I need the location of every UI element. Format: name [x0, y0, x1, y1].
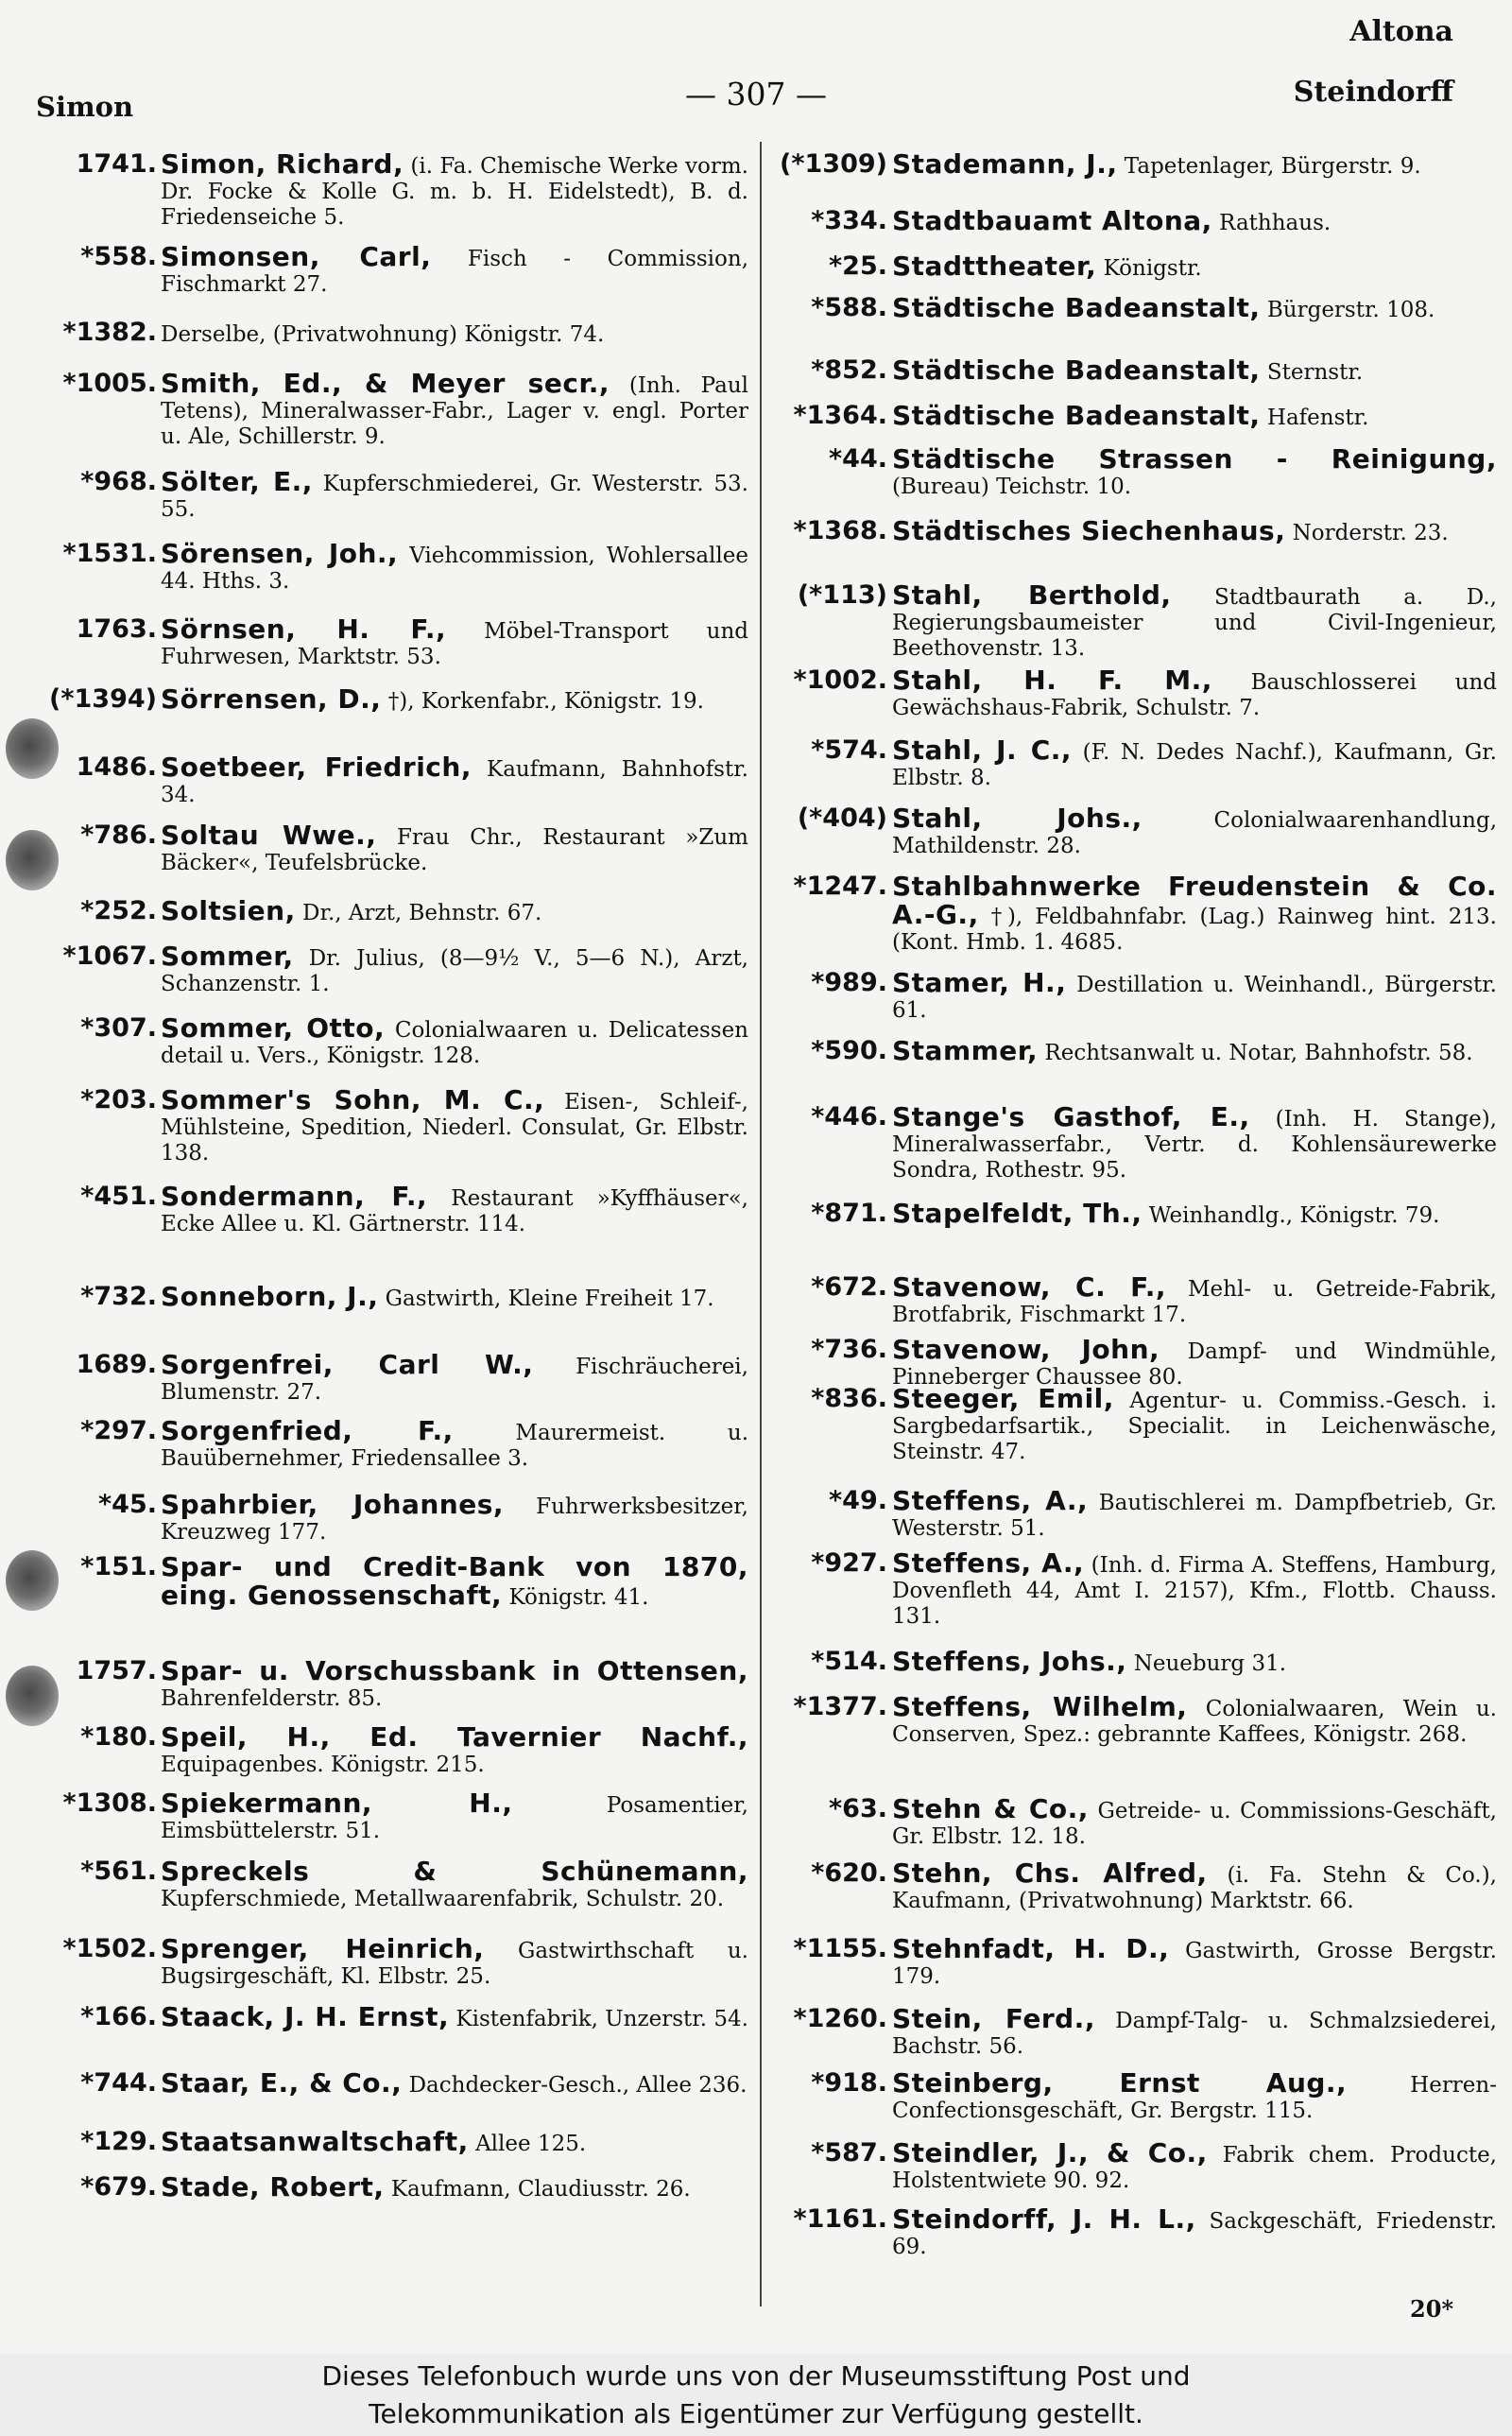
entry-text	[892, 805, 1497, 859]
phone-number: 1763.	[76, 614, 157, 644]
directory-entry	[764, 1383, 1510, 1464]
phone-number: *574.	[811, 735, 887, 765]
entry-name: Steffens, Wilhelm,	[892, 1691, 1188, 1722]
directory-entry	[764, 1794, 1510, 1864]
entry-text	[161, 754, 748, 808]
entry-text	[892, 1271, 1497, 1328]
entry-details: Bahrenfelderstr. 85.	[161, 1686, 383, 1711]
phone-number: *1161.	[793, 2204, 887, 2234]
entry-text	[892, 579, 1497, 662]
phone-number: *918.	[811, 2068, 887, 2098]
entry-details: †), Feldbahnfabr. (Lag.) Rainweg hint. 213. (Kont. Hmb. 1. 4685.	[892, 905, 1497, 955]
entry-details: Bautischlerei m. Dampfbetrieb, Gr. Westerstr. 51.	[892, 1491, 1497, 1541]
entry-name: Städtische Badeanstalt,	[892, 354, 1261, 386]
entry-details: (Inh. d. Firma A. Steffens, Hamburg, Dovenfleth 44, Amt I. 2157), Kfm., Flottb. Chauss. 131.	[892, 1553, 1497, 1629]
entry-name: Sörrensen, D.,	[161, 683, 382, 715]
entry-details: Posamentier, Eimsbüttelerstr. 51.	[161, 1793, 748, 1843]
entry-name: Stade, Robert,	[161, 2171, 385, 2203]
phone-number: *49.	[829, 1486, 887, 1515]
entry-text	[892, 2003, 1497, 2060]
entry-details: Gastwirthschaft u. Bugsirgeschäft, Kl. Elbstr. 25.	[161, 1939, 748, 1989]
entry-name: Steffens, A.,	[892, 1485, 1089, 1516]
entry-name: Stehnfadt, H. D.,	[892, 1933, 1170, 1964]
entry-text	[161, 1183, 748, 1237]
entry-details: Colonialwaaren u. Delicatessen detail u. Vers., Königstr. 128.	[161, 1018, 748, 1068]
entry-details: Fabrik chem. Producte, Holstentwiete 90. 92.	[892, 2143, 1497, 2193]
entry-name: Soltsien,	[161, 895, 296, 926]
directory-entry	[0, 752, 756, 822]
entry-details: Dampf- und Windmühle, Pinneberger Chaussee 80.	[892, 1339, 1497, 1390]
entry-details: Eisen-, Schleif-, Mühlsteine, Spedition, Niederl. Consulat, Gr. Elbstr. 138.	[161, 1090, 748, 1166]
entry-text	[892, 292, 1497, 323]
entry-name: Sondermann, F.,	[161, 1181, 428, 1212]
punch-hole	[6, 718, 59, 779]
entry-name: Stamer, H.,	[892, 967, 1067, 998]
phone-number: *836.	[811, 1384, 887, 1413]
entry-details: Königstr.	[1096, 256, 1202, 281]
entry-details: Fisch - Commission, Fischmarkt 27.	[161, 247, 748, 297]
phone-number: *679.	[80, 2172, 157, 2202]
entry-details: Frau Chr., Restaurant »Zum Bäcker«, Teufelsbrücke.	[161, 825, 748, 875]
directory-entry	[764, 665, 1510, 735]
directory-entry	[764, 2068, 1510, 2138]
entry-text	[161, 2067, 748, 2099]
entry-name: Soetbeer, Friedrich,	[161, 752, 472, 783]
phone-number: (*1394)	[49, 684, 157, 714]
entry-text	[892, 667, 1497, 721]
entry-text	[161, 822, 748, 876]
entry-details: Restaurant »Kyffhäuser«, Ecke Allee u. Kl. Gärtnerstr. 114.	[161, 1186, 748, 1236]
phone-number: *307.	[80, 1013, 157, 1043]
directory-entry	[764, 1547, 1510, 1629]
entry-text	[161, 1551, 748, 1611]
directory-entry	[764, 871, 1510, 955]
phone-number: 1486.	[76, 752, 157, 782]
entry-name: Städtische Badeanstalt,	[892, 400, 1261, 431]
directory-entry	[0, 1934, 756, 2004]
phone-number: *1308.	[62, 1788, 157, 1818]
entry-text	[892, 515, 1497, 546]
punch-hole	[6, 830, 59, 890]
entry-name: Stahl, Johs.,	[892, 803, 1143, 834]
directory-entry	[764, 968, 1510, 1038]
directory-entry	[764, 1692, 1510, 1762]
directory-entry	[0, 1182, 756, 1252]
entry-name: Steindler, J., & Co.,	[892, 2137, 1208, 2168]
phone-number: *1377.	[793, 1692, 887, 1721]
entry-details: Getreide- u. Commissions-Geschäft, Gr. Elbstr. 12. 18.	[892, 1799, 1497, 1849]
directory-entry	[764, 2004, 1510, 2074]
entry-details: Königstr. 41.	[502, 1585, 649, 1610]
directory-entry	[0, 684, 756, 754]
entry-text	[892, 734, 1497, 791]
phone-number: *672.	[811, 1272, 887, 1302]
entry-text	[892, 2203, 1497, 2260]
entry-details: Mehl- u. Getreide-Fabrik, Brotfabrik, Fischmarkt 17.	[892, 1277, 1497, 1327]
entry-text	[161, 148, 748, 231]
entry-details: Agentur- u. Commiss.-Gesch. i. Sargbedarfsartik., Specialit. in Leichenwäsche, Steinstr. 47.	[892, 1389, 1497, 1464]
entry-name: Stammer,	[892, 1035, 1039, 1066]
phone-number: *968.	[80, 467, 157, 496]
phone-number: *151.	[80, 1552, 157, 1581]
entry-details: Gastwirth, Kleine Freiheit 17.	[378, 1287, 714, 1311]
footer-line-1: Dieses Telefonbuch wurde uns von der Museumsstiftung Post und	[321, 2360, 1191, 2392]
signature-number: 20*	[1410, 2295, 1453, 2323]
entry-name: Steinberg, Ernst Aug.,	[892, 2067, 1348, 2099]
phone-number: *45.	[98, 1490, 157, 1519]
entry-details: Stadtbaurath a. D., Regierungsbaumeister und Civil-Ingenieur, Beethovenstr. 13.	[892, 585, 1497, 661]
entry-details: Allee 125.	[468, 2132, 587, 2156]
entry-name: Stavenow, John,	[892, 1334, 1160, 1365]
entry-text	[161, 368, 748, 450]
entry-text	[892, 1933, 1497, 1990]
directory-entry	[0, 1416, 756, 1486]
entry-name: Sörnsen, H. F.,	[161, 613, 447, 645]
phone-number: *297.	[80, 1416, 157, 1445]
directory-entry	[0, 1788, 756, 1858]
entry-details: Kistenfabrik, Unzerstr. 54.	[449, 2007, 748, 2031]
entry-text	[892, 2137, 1497, 2194]
entry-details: Rechtsanwalt u. Notar, Bahnhofstr. 58.	[1038, 1041, 1473, 1065]
entry-name: Spiekermann, H.,	[161, 1788, 513, 1819]
entry-name: Sörensen, Joh.,	[161, 538, 399, 569]
directory-entry	[0, 368, 756, 449]
entry-details: Fuhrwerksbesitzer, Kreuzweg 177.	[161, 1494, 748, 1545]
phone-number: *1368.	[793, 516, 887, 545]
directory-entry	[764, 2204, 1510, 2274]
entry-text	[161, 1415, 748, 1472]
phone-number: *590.	[811, 1036, 887, 1065]
directory-entry	[0, 1722, 756, 1792]
directory-entry	[0, 1552, 756, 1622]
directory-entry	[764, 1199, 1510, 1269]
directory-entry	[0, 1656, 756, 1726]
phone-number: *1531.	[62, 539, 157, 568]
entry-text	[161, 2001, 748, 2032]
directory-entry	[0, 1013, 756, 1083]
phone-number: *180.	[80, 1722, 157, 1752]
entry-text	[892, 873, 1497, 956]
entry-name: Spahrbier, Johannes,	[161, 1489, 505, 1520]
entry-text	[161, 320, 748, 348]
directory-entry	[764, 444, 1510, 514]
entry-name: Steffens, A.,	[892, 1547, 1085, 1579]
entry-text	[161, 1084, 748, 1166]
entry-text	[161, 538, 748, 595]
entry-text	[161, 466, 748, 523]
entry-name: Sorgenfrei, Carl W.,	[161, 1349, 534, 1380]
directory-entry	[764, 1486, 1510, 1556]
directory-entry	[764, 1272, 1510, 1342]
entry-details: Kupferschmiederei, Gr. Westerstr. 53. 55.	[161, 472, 748, 522]
phone-number: *446.	[811, 1102, 887, 1132]
entry-details: Dr. Julius, (8—9½ V., 5—6 N.), Arzt, Schanzenstr. 1.	[161, 946, 748, 996]
entry-details: Dampf-Talg- u. Schmalzsiederei, Bachstr. 56.	[892, 2009, 1497, 2059]
entry-details: Dr., Arzt, Behnstr. 67.	[295, 901, 542, 925]
entry-text	[161, 1655, 748, 1712]
entry-name: Stademann, J.,	[892, 148, 1118, 180]
entry-details: Bauschlosserei und Gewächshaus-Fabrik, Schulstr. 7.	[892, 670, 1498, 720]
entry-details: Hafenstr.	[1260, 406, 1369, 430]
phone-number: *588.	[811, 293, 887, 322]
entry-details: †), Korkenfabr., Königstr. 19.	[381, 689, 704, 714]
phone-number: *1502.	[62, 1934, 157, 1963]
phone-number: *1005.	[62, 369, 157, 398]
entry-details: Derselbe, (Privatwohnung) Königstr. 74.	[161, 322, 605, 347]
phone-number: 1757.	[76, 1656, 157, 1685]
phone-number: *620.	[811, 1858, 887, 1888]
entry-text	[892, 148, 1497, 180]
entry-name: Städtische Strassen - Reinigung,	[892, 443, 1497, 475]
directory-entry	[0, 2002, 756, 2072]
entry-name: Stapelfeldt, Th.,	[892, 1198, 1143, 1229]
phone-number: 1741.	[76, 149, 157, 179]
directory-entry	[764, 803, 1510, 873]
directory-entry	[764, 735, 1510, 805]
phone-number: (*113)	[797, 580, 887, 610]
entry-text	[892, 443, 1497, 500]
phone-number: *203.	[80, 1085, 157, 1114]
entry-name: Simon, Richard,	[161, 148, 404, 180]
entry-details: Kaufmann, Claudiusstr. 26.	[384, 2177, 691, 2202]
directory-entry	[0, 148, 756, 230]
entry-text	[892, 1198, 1497, 1229]
directory-entry	[764, 293, 1510, 363]
phone-number: *989.	[811, 968, 887, 997]
entry-name: Soltau Wwe.,	[161, 820, 377, 851]
directory-entry	[0, 1490, 756, 1560]
footer-line-2: Telekommunikation als Eigentümer zur Verfügung gestellt.	[369, 2398, 1143, 2429]
entry-text	[161, 895, 748, 926]
entry-name: Spreckels & Schünemann,	[161, 1856, 748, 1887]
entry-name: Städtische Badeanstalt,	[892, 292, 1261, 323]
phone-number: *25.	[829, 251, 887, 281]
directory-entry	[0, 1857, 756, 1926]
phone-number: (*1309)	[780, 149, 887, 179]
entry-text	[892, 1793, 1497, 1850]
directory-entry	[0, 1084, 756, 1166]
entry-name: Stahl, J. C.,	[892, 734, 1073, 766]
phone-number: *1260.	[793, 2004, 887, 2033]
directory-entry	[764, 516, 1510, 586]
phone-number: *1155.	[793, 1934, 887, 1963]
entry-text	[161, 1012, 748, 1069]
entry-details: (F. N. Dedes Nachf.), Kaufmann, Gr. Elbstr. 8.	[892, 740, 1497, 790]
phone-number: *561.	[80, 1857, 157, 1886]
entry-text	[161, 2171, 748, 2203]
phone-number: (*404)	[797, 803, 887, 833]
entry-name: Stein, Ferd.,	[892, 2003, 1095, 2034]
entry-name: Simonsen, Carl,	[161, 241, 432, 272]
entry-text	[892, 205, 1497, 236]
entry-name: Sommer, Otto,	[161, 1012, 386, 1044]
entry-details: Herren-Confectionsgeschäft, Gr. Bergstr. 115.	[892, 2073, 1497, 2123]
entry-text	[892, 1691, 1497, 1748]
entry-details: Viehcommission, Wohlersallee 44. Hths. 3.	[161, 544, 748, 594]
entry-name: Stange's Gasthof, E.,	[892, 1101, 1250, 1132]
entry-text	[892, 253, 1497, 282]
entry-text	[892, 1485, 1497, 1542]
entry-details: (i. Fa. Chemische Werke vorm. Dr. Focke & Kolle G. m. b. H. Eidelstedt), B. d. Friedenseiche 5.	[161, 154, 748, 230]
directory-entry	[764, 1858, 1510, 1928]
punch-hole	[6, 1666, 59, 1726]
entry-details: Tapetenlager, Bürgerstr. 9.	[1117, 154, 1421, 179]
entry-text	[892, 400, 1497, 431]
entry-details: Fischräucherei, Blumenstr. 27.	[161, 1355, 748, 1405]
entry-text	[892, 1101, 1497, 1183]
phone-number: *334.	[811, 206, 887, 235]
directory-entry	[764, 579, 1510, 661]
entry-name: Steeger, Emil,	[892, 1383, 1114, 1414]
footer-notice	[0, 2354, 1512, 2436]
phone-number: *786.	[80, 821, 157, 850]
directory-entry	[764, 1934, 1510, 2004]
entry-name: Spar- und Credit-Bank von 1870, eing. Genossenschaft,	[161, 1551, 748, 1611]
phone-number: *1002.	[793, 665, 887, 695]
entry-details: Weinhandlg., Königstr. 79.	[1142, 1203, 1440, 1228]
entry-name: Stahl, H. F. M.,	[892, 665, 1212, 696]
phone-number: *587.	[811, 2138, 887, 2168]
directory-entry	[0, 2172, 756, 2242]
phone-number: *852.	[811, 355, 887, 385]
entry-details: Bürgerstr. 108.	[1260, 298, 1435, 322]
phone-number: *744.	[80, 2068, 157, 2098]
entry-details: (i. Fa. Stehn & Co.), Kaufmann, (Privatwohnung) Marktstr. 66.	[892, 1863, 1497, 1913]
entry-text	[161, 613, 748, 670]
entry-details: Destillation u. Weinhandl., Bürgerstr. 61.	[892, 973, 1497, 1023]
phone-number: *44.	[829, 444, 887, 474]
phone-number: *129.	[80, 2127, 157, 2156]
directory-entry	[764, 1036, 1510, 1106]
entry-name: Sommer's Sohn, M. C.,	[161, 1084, 545, 1115]
phone-number: *63.	[829, 1794, 887, 1823]
entry-text	[161, 1281, 748, 1312]
entry-name: Sommer,	[161, 941, 294, 972]
entry-text	[161, 1858, 748, 1912]
directory-entry	[0, 467, 756, 537]
directory-entry	[0, 1350, 756, 1420]
entry-name: Staack, J. H. Ernst,	[161, 2001, 450, 2032]
entry-text	[892, 2067, 1497, 2124]
header-left-name: Simon	[36, 91, 134, 123]
entry-text	[161, 1489, 748, 1546]
entry-details: Norderstr. 23.	[1285, 521, 1449, 545]
entry-name: Städtisches Siechenhaus,	[892, 515, 1286, 546]
entry-name: Staar, E., & Co.,	[161, 2067, 403, 2099]
entry-text	[892, 1547, 1497, 1630]
directory-entry	[764, 2138, 1510, 2208]
entry-details: Colonialwaarenhandlung, Mathildenstr. 28.	[892, 808, 1498, 858]
phone-number: *1247.	[793, 872, 887, 901]
phone-number: *1364.	[793, 401, 887, 430]
entry-name: Spar- u. Vorschussbank in Ottensen,	[161, 1655, 748, 1686]
phone-number: *1067.	[62, 942, 157, 971]
entry-text	[892, 967, 1497, 1024]
entry-name: Stadttheater,	[892, 251, 1097, 282]
entry-text	[161, 1790, 748, 1844]
phone-number: *1382.	[62, 318, 157, 347]
directory-entry	[0, 942, 756, 1011]
entry-details: Sternstr.	[1260, 360, 1364, 385]
entry-name: Sorgenfried, F.,	[161, 1415, 454, 1446]
directory-entry	[0, 614, 756, 684]
entry-text	[161, 2126, 748, 2157]
directory-entry	[0, 539, 756, 609]
entry-name: Steffens, Johs.,	[892, 1646, 1127, 1677]
entry-details: Kaufmann, Bahnhofstr. 34.	[161, 757, 748, 807]
entry-details: Kupferschmiede, Metallwaarenfabrik, Schulstr. 20.	[161, 1887, 725, 1911]
phone-number: *558.	[80, 242, 157, 271]
entry-name: Stadtbauamt Altona,	[892, 205, 1212, 236]
phone-number: *732.	[80, 1282, 157, 1311]
entry-details: Dachdecker-Gesch., Allee 236.	[402, 2073, 747, 2098]
entry-name: Stavenow, C. F.,	[892, 1271, 1166, 1303]
entry-details: (Inh. H. Stange), Mineralwasserfabr., Vertr. d. Kohlensäurewerke Sondra, Rothestr. 95.	[892, 1107, 1497, 1183]
header-page-number: — 307 —	[685, 76, 827, 112]
phone-number: *252.	[80, 896, 157, 925]
entry-name: Stehn, Chs. Alfred,	[892, 1857, 1208, 1889]
entry-details: Colonialwaaren, Wein u. Conserven, Spez.: gebrannte Kaffees, Königstr. 268.	[892, 1697, 1497, 1747]
phone-number: *514.	[811, 1647, 887, 1676]
punch-hole	[6, 1550, 59, 1611]
entry-text	[892, 1035, 1497, 1066]
phone-number: *871.	[811, 1199, 887, 1228]
directory-entry	[764, 1101, 1510, 1183]
directory-entry	[0, 242, 756, 312]
entry-text	[892, 1857, 1497, 1914]
directory-entry	[0, 821, 756, 890]
entry-name: Staatsanwaltschaft,	[161, 2126, 469, 2157]
header-city: Altona	[1349, 15, 1453, 48]
entry-details: Maurermeist. u. Bauübernehmer, Friedensallee 3.	[161, 1421, 748, 1471]
entry-name: Steindorff, J. H. L.,	[892, 2203, 1196, 2235]
entry-name: Stehn & Co.,	[892, 1793, 1089, 1824]
phone-number: 1689.	[76, 1350, 157, 1379]
entry-text	[892, 354, 1497, 386]
entry-text	[161, 1933, 748, 1990]
entry-text	[892, 1383, 1497, 1465]
entry-text	[161, 943, 748, 997]
entry-details: Equipagenbes. Königstr. 215.	[161, 1753, 485, 1777]
phone-number: *736.	[811, 1335, 887, 1364]
phone-number: *451.	[80, 1182, 157, 1211]
header-right-name: Steindorff	[1293, 76, 1453, 109]
entry-text	[161, 241, 748, 298]
entry-name: Sonneborn, J.,	[161, 1281, 379, 1312]
entry-name: Stahlbahnwerke Freudenstein & Co. A.-G.,	[892, 871, 1497, 930]
entry-details: (Bureau) Teichstr. 10.	[892, 475, 1132, 499]
entry-details: Gastwirth, Grosse Bergstr. 179.	[892, 1939, 1497, 1989]
directory-entry	[0, 1282, 756, 1352]
entry-name: Sölter, E.,	[161, 466, 313, 497]
phone-number: *166.	[80, 2002, 157, 2031]
entry-name: Sprenger, Heinrich,	[161, 1933, 485, 1964]
entry-details: Sackgeschäft, Friedenstr. 69.	[892, 2209, 1497, 2259]
entry-text	[161, 683, 748, 715]
phone-number: *927.	[811, 1548, 887, 1578]
entry-name: Speil, H., Ed. Tavernier Nachf.,	[161, 1721, 748, 1753]
entry-name: Smith, Ed., & Meyer secr.,	[161, 368, 610, 399]
entry-name: Stahl, Berthold,	[892, 579, 1172, 611]
entry-details: Neueburg 31.	[1126, 1651, 1287, 1676]
entry-details: (Inh. Paul Tetens), Mineralwasser-Fabr., Lager v. engl. Porter u. Ale, Schillerstr. 9.	[161, 373, 748, 449]
entry-details: Rathhaus.	[1211, 211, 1332, 235]
entry-text	[161, 1349, 748, 1406]
entry-details: Möbel-Transport und Fuhrwesen, Marktstr. 53.	[161, 619, 748, 669]
entry-text	[161, 1721, 748, 1778]
entry-text	[892, 1646, 1497, 1677]
